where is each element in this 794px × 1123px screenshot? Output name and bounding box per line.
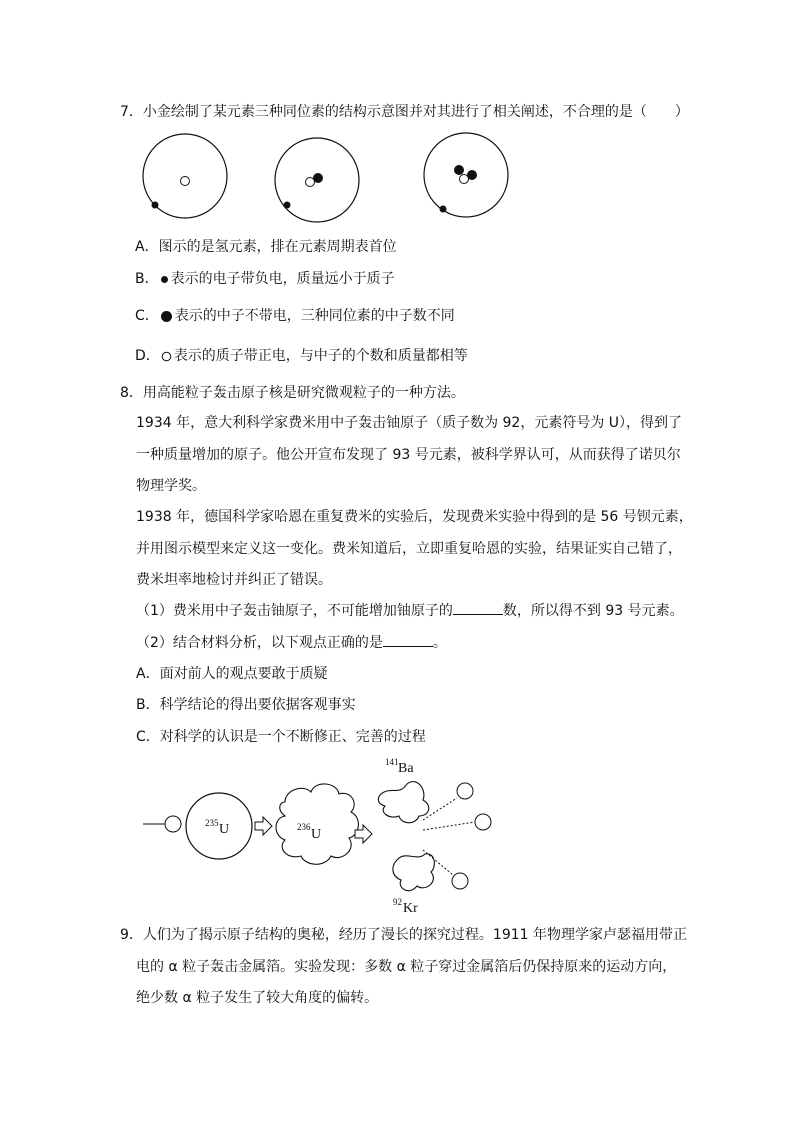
kr-symbol: Kr — [403, 901, 418, 916]
emitted-neutron — [475, 814, 491, 830]
electron — [152, 202, 159, 209]
q7-option-d — [135, 346, 468, 366]
q7-option-a: A．图示的是氢元素，排在元素周期表首位 — [135, 239, 397, 255]
q8-option-c: C．对科学的认识是一个不断修正、完善的过程 — [136, 729, 426, 745]
kr-fragment — [393, 854, 434, 891]
answer-blank-1[interactable] — [453, 601, 503, 615]
q8-paragraph1-line3: 物理学奖。 — [136, 478, 206, 494]
subquestion-text: （2）结合材料分析，以下观点正确的是 — [136, 635, 383, 651]
q7-option-b — [135, 269, 395, 289]
electron-symbol — [160, 275, 169, 284]
neutron-symbol — [160, 310, 173, 323]
subquestion-text: 数，所以得不到 93 号元素。 — [502, 603, 684, 619]
u236-symbol: U — [311, 827, 322, 842]
q8-paragraph2-line3: 费米坦率地检讨并纠正了错误。 — [136, 572, 332, 588]
isotope-1 — [143, 134, 227, 218]
arrow-icon — [255, 817, 272, 835]
ba-fragment — [378, 782, 428, 823]
emitted-neutron — [452, 873, 468, 889]
kr-mass-number: 92 — [393, 897, 402, 907]
q8-subquestion-1 — [136, 601, 684, 621]
q8-paragraph1-line2: 一种质量增加的原子。他公开宣布发现了 93 号元素，被科学界认可，从而获得了诺贝尔 — [136, 447, 681, 463]
q8-option-a: A．面对前人的观点要敢于质疑 — [136, 666, 328, 682]
q8-option-b: B．科学结论的得出要依据客观事实 — [136, 697, 356, 713]
isotope-3 — [424, 133, 508, 217]
isotope-2 — [275, 138, 359, 222]
subquestion-text: 。 — [432, 635, 447, 651]
q9-line3: 绝少数 α 粒子发生了较大角度的偏转。 — [136, 990, 379, 1006]
fission-diagram — [135, 750, 515, 920]
neutron — [454, 165, 464, 175]
u236-compound-nucleus — [276, 784, 358, 864]
q8-paragraph2-line1: 1938 年，德国科学家哈恩在重复费米的实验后，发现费米实验中得到的是 56 号钡元素， — [136, 509, 693, 525]
neutron — [467, 170, 477, 180]
q8-paragraph2-line2: 并用图示模型来定义这一变化。费米知道后，立即重复哈恩的实验，结果证实自己错了， — [136, 541, 682, 557]
proton-symbol — [161, 351, 172, 362]
incoming-neutron — [165, 816, 181, 832]
proton — [181, 177, 190, 186]
q7-option-c — [135, 306, 455, 326]
electron — [284, 202, 291, 209]
option-label: C． — [135, 308, 159, 324]
electron — [440, 206, 447, 213]
u235-symbol: U — [219, 822, 230, 837]
ba-symbol: Ba — [398, 761, 414, 776]
q8-subquestion-2 — [136, 633, 447, 653]
option-label: B． — [135, 271, 159, 287]
subquestion-text: （1）费米用中子轰击铀原子，不可能增加铀原子的 — [136, 603, 453, 619]
option-text: 表示的电子带负电，质量远小于质子 — [170, 271, 395, 287]
neutron-trajectory — [423, 822, 475, 830]
option-text: 表示的中子不带电，三种同位素的中子数不同 — [174, 308, 455, 324]
neutron — [313, 173, 323, 183]
u235-mass-number: 235 — [205, 818, 219, 828]
q8-stem: 8．用高能粒子轰击原子核是研究微观粒子的一种方法。 — [120, 385, 465, 401]
emitted-neutron — [457, 783, 473, 799]
u236-mass-number: 236 — [297, 822, 311, 832]
isotope-diagrams — [138, 138, 498, 218]
q9-line2: 电的 α 粒子轰击金属箔。实验发现：多数 α 粒子穿过金属箔后仍保持原来的运动方向， — [136, 959, 677, 975]
option-label: D． — [135, 348, 160, 364]
answer-blank-2[interactable] — [383, 633, 433, 647]
option-text: 表示的质子带正电，与中子的个数和质量都相等 — [173, 348, 468, 364]
q7-stem: 7．小金绘制了某元素三种同位素的结构示意图并对其进行了相关阐述，不合理的是（ ） — [120, 104, 689, 120]
q8-paragraph1-line1: 1934 年，意大利科学家费米用中子轰击铀原子（质子数为 92，元素符号为 U），得到了 — [136, 415, 683, 431]
q9-line1: 9．人们为了揭示原子结构的奥秘，经历了漫长的探究过程。1911 年物理学家卢瑟福用带正 — [120, 927, 687, 943]
ba-mass-number: 141 — [385, 757, 399, 767]
